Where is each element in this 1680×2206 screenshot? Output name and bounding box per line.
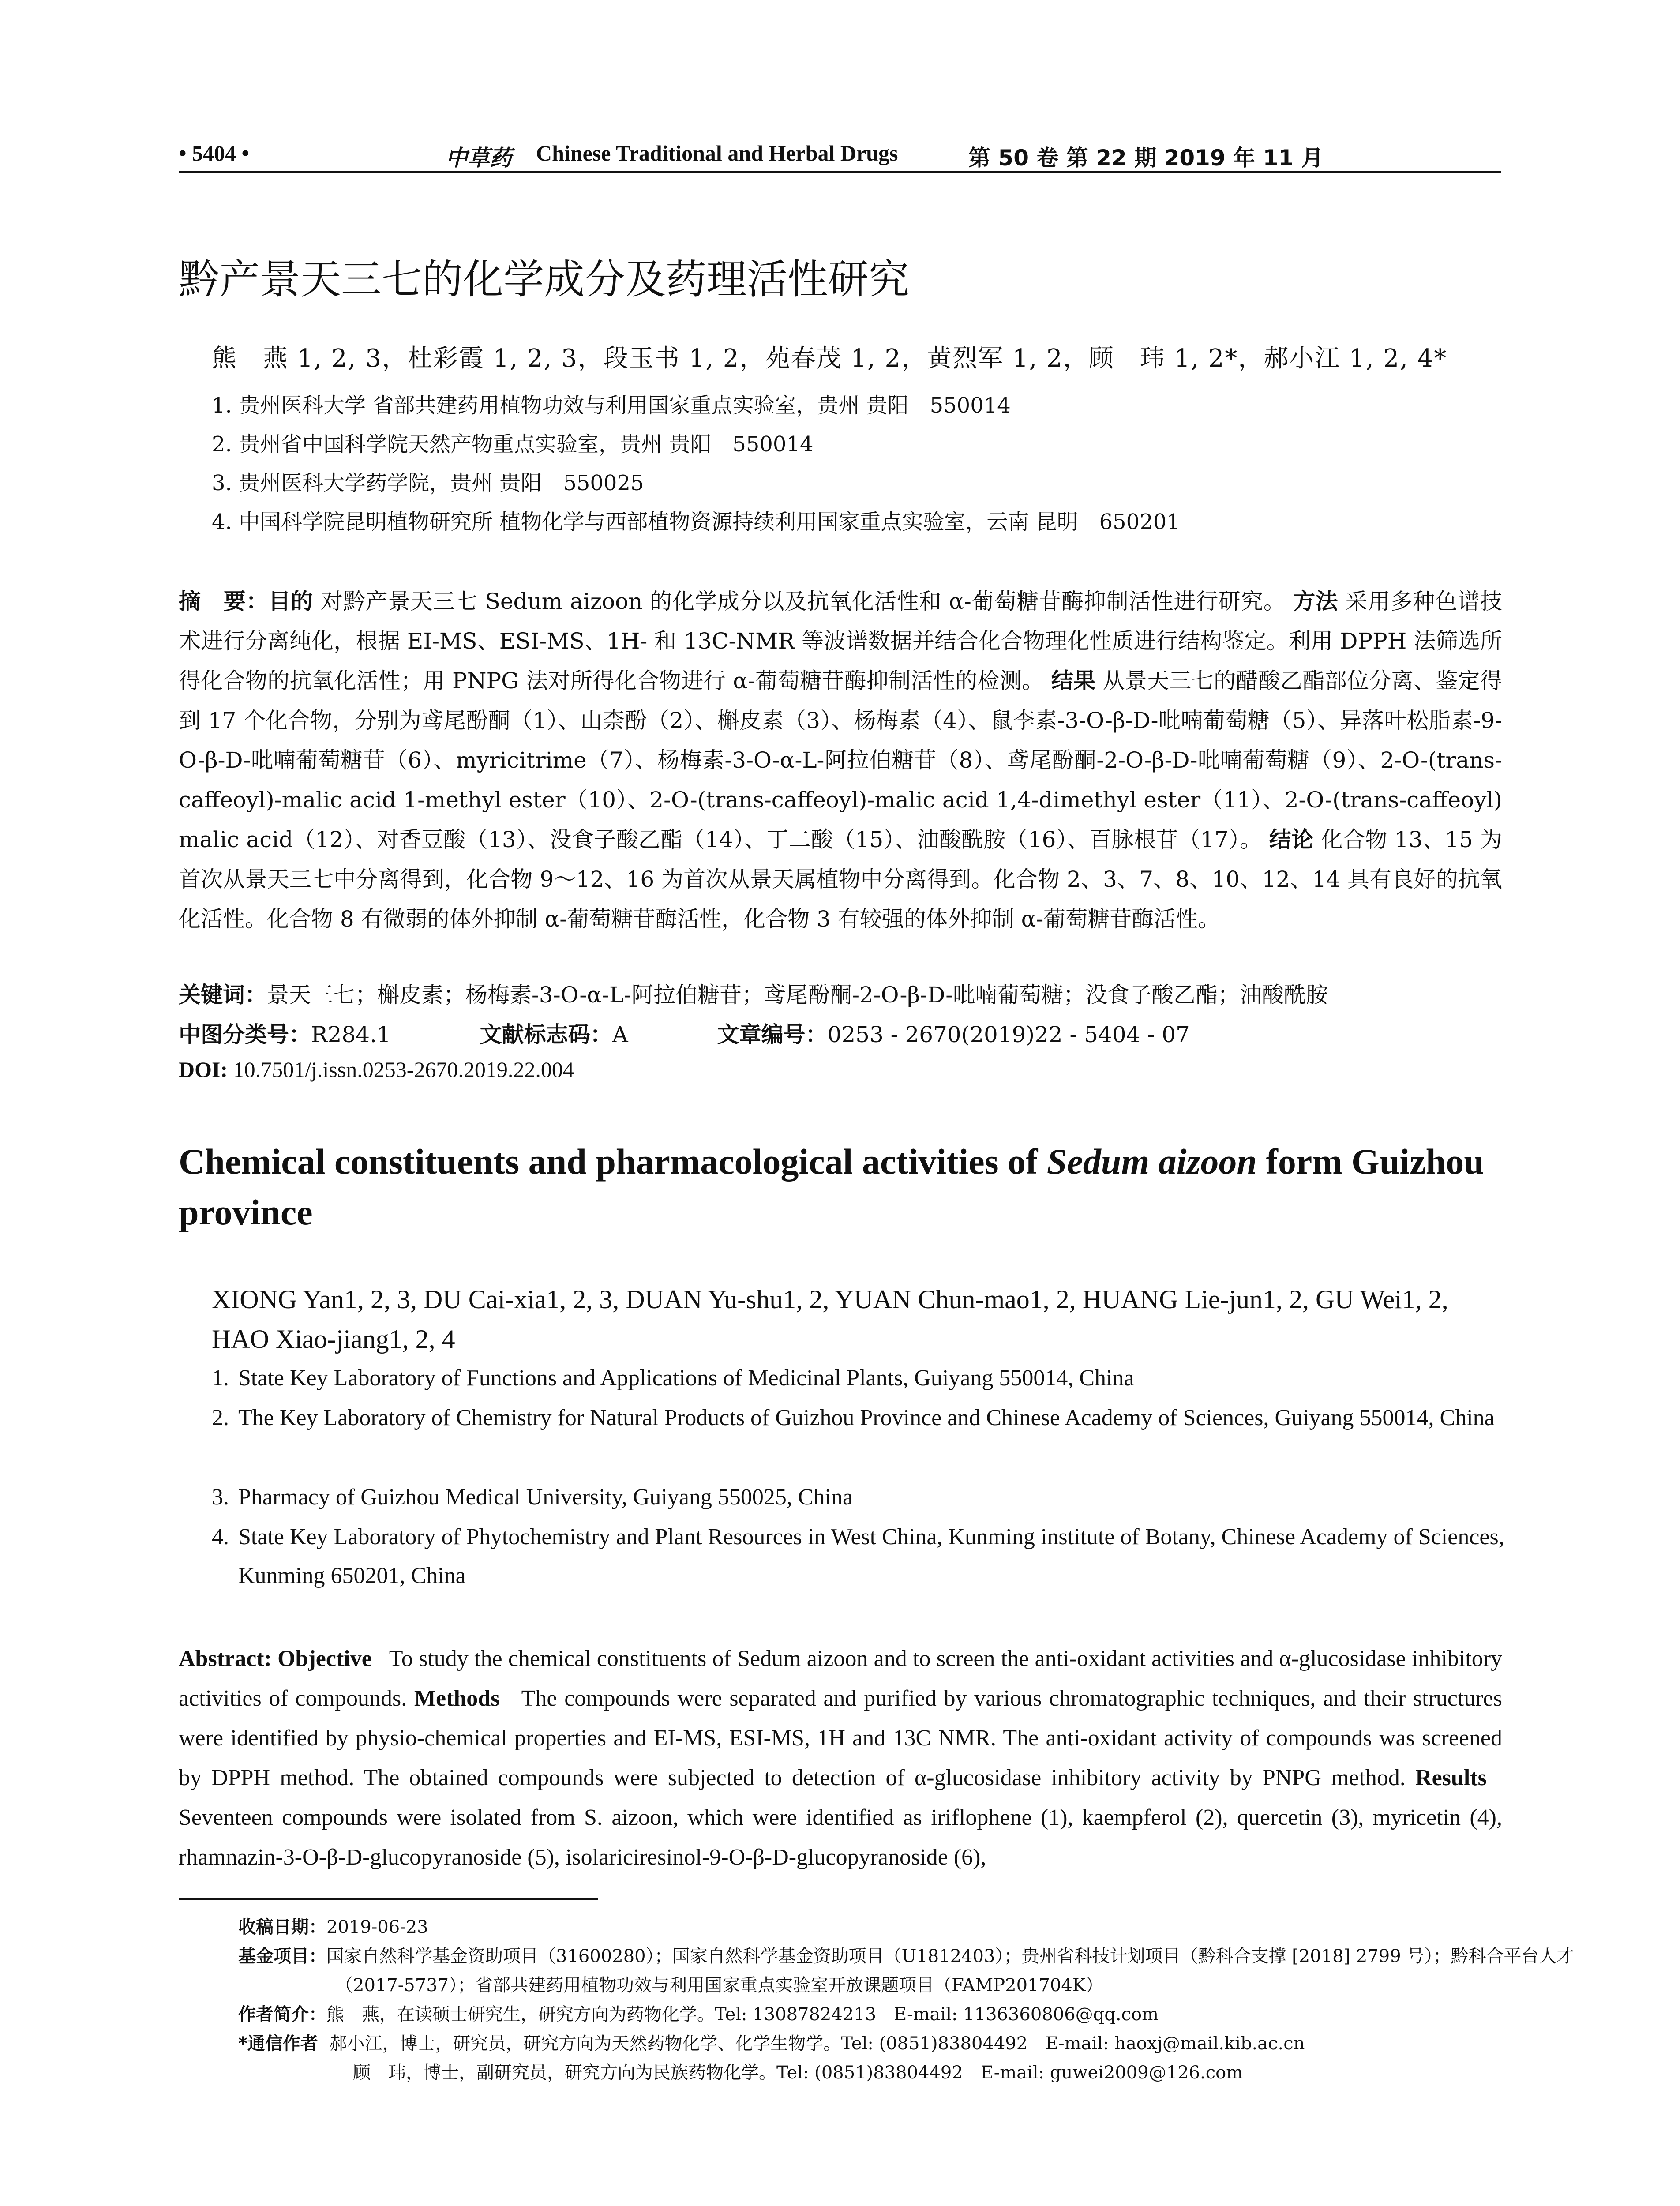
journal-name-cn: 中草药 (446, 145, 512, 171)
affiliation-en-1-num: 1. (212, 1366, 229, 1391)
header-rule (179, 171, 1501, 173)
results-text-cn: 从景天三七的醋酸乙酯部位分离、鉴定得到 17 个化合物，分别为鸢尾酚酮（1）、山柰酚（2）、槲皮素（3）、杨梅素（4）、鼠李素-3-O-β-D-吡喃葡萄糖（5）、异落叶松脂素-9-O-β-D-吡喃葡萄糖苷（6）、myricitrime（7）、杨梅素-3-O-α-L-阿拉伯糖苷（8）、鸢尾酚酮-2-O-β-D-吡喃葡萄糖（9）、2-O-(trans-caffeoyl)-malic acid 1-methyl ester（10）、2-O-(trans-caffeoyl)-malic acid 1,4-dimethyl ester（11）、2-O-(trans-caffeoyl) malic acid（12）、对香豆酸（13）、没食子酸乙酯（14）、丁二酸（15）、油酸酰胺（16）、百脉根苷（17）。 (179, 668, 1502, 852)
doi-value: 10.7501/j.issn.0253-2670.2019.22.004 (233, 1057, 574, 1082)
authors-en: XIONG Yan1, 2, 3, DU Cai-xia1, 2, 3, DUAN Yu-shu1, 2, YUAN Chun-mao1, 2, HUANG Lie-jun1, 2, GU Wei1, 2, HAO Xiao-jiang1, 2, 4 (212, 1285, 1448, 1354)
affiliation-en-3-num: 3. (212, 1485, 229, 1510)
conclusion-text-cn: 化合物 13、15 为首次从景天三七中分离得到，化合物 9～12、16 为首次从景天属植物中分离得到。化合物 2、3、7、8、10、12、14 具有良好的抗氧化活性。化合物 8 有微弱的体外抑制 α-葡萄糖苷酶活性，化合物 3 有较强的体外抑制 α-葡萄糖苷酶活性。 (179, 827, 1502, 932)
fund-text: 国家自然科学基金资助项目（31600280）；国家自然科学基金资助项目（U1812403）；贵州省科技计划项目（黔科合支撑 [2018] 2799 号）；黔科合平台人才（2017-5737）；省部共建药用植物功效与利用国家重点实验室开放课题项目（FAMP201704K） (326, 1946, 1575, 1996)
footnote-corresponding-2 (353, 2058, 1619, 2087)
title-en-species: Sedum aizoon (1046, 1141, 1257, 1182)
title-en (179, 1136, 1502, 1238)
title-en-part1: Chemical constituents and pharmacological activities of (179, 1141, 1047, 1182)
fund-label: 基金项目： (238, 1946, 326, 1966)
affiliation-en-2 (212, 1399, 1535, 1437)
affiliation-en-4-text: State Key Laboratory of Phytochemistry and Plant Resources in West China, Kunming institute of Botany, Chinese Academy of Sciences, Kunming 650201, China (238, 1524, 1504, 1588)
article-no-value: 0253 - 2670(2019)22 - 5404 - 07 (827, 1022, 1190, 1047)
affiliation-en-4 (212, 1518, 1535, 1595)
doc-code-value: A (612, 1022, 628, 1047)
objective-label-en: Objective (278, 1646, 372, 1671)
affiliation-en-3-text: Pharmacy of Guizhou Medical University, Guiyang 550025, China (238, 1485, 853, 1510)
methods-text-en: The compounds were separated and purified by various chromatographic techniques, and their structures were identified by physio-chemical properties and EI-MS, ESI-MS, 1H and 13C NMR. The anti-oxidant activity of compounds was screened by DPPH method. The obtained compounds were subjected to detection of α-glucosidase inhibitory activity by PNPG method. (179, 1686, 1502, 1790)
keywords-label: 关键词： (179, 982, 267, 1008)
results-text-en: Seventeen compounds were isolated from S. aizoon, which were identified as iriflophene (1), kaempferol (2), quercetin (3), myricetin (4), rhamnazin-3-O-β-D-glucopyranoside (5), isolariciresinol-9-O-β-D-glucopyranoside (6), (179, 1805, 1502, 1870)
affiliation-cn-1: 1. 贵州医科大学 省部共建药用植物功效与利用国家重点实验室，贵州 贵阳 550014 (212, 393, 1011, 418)
corr-author-1: 郝小江，博士，研究员，研究方向为天然药物化学、化学生物学。Tel: (0851)83804492 E-mail: haoxj@mail.kib.ac.cn (329, 2033, 1305, 2054)
methods-label-en: Methods (414, 1686, 500, 1711)
received-date: 2019-06-23 (326, 1917, 428, 1937)
footnote-bio (238, 2000, 1504, 2029)
objective-text-cn: 对黔产景天三七 Sedum aizoon 的化学成分以及抗氧化活性和 α-葡萄糖苷酶抑制活性进行研究。 (320, 589, 1286, 614)
doc-code-label: 文献标志码： (480, 1022, 612, 1047)
methods-label-cn: 方法 (1293, 589, 1339, 614)
abstract-en-label: Abstract: (179, 1646, 272, 1671)
doi-label: DOI: (179, 1057, 228, 1082)
keywords-text: 景天三七；槲皮素；杨梅素-3-O-α-L-阿拉伯糖苷；鸢尾酚酮-2-O-β-D-吡喃葡萄糖；没食子酸乙酯；油酸酰胺 (267, 982, 1328, 1008)
journal-issue: 第 50 卷 第 22 期 2019 年 11 月 (968, 145, 1324, 171)
keywords-cn (179, 977, 1328, 1009)
affiliation-en-1-text: State Key Laboratory of Functions and Applications of Medicinal Plants, Guiyang 550014, China (238, 1366, 1134, 1391)
clc-value: R284.1 (311, 1022, 391, 1047)
corr-author-2: 顾 玮，博士，副研究员，研究方向为民族药物化学。Tel: (0851)83804492 E-mail: guwei2009@126.com (353, 2063, 1243, 2083)
footnote-corresponding (238, 2029, 1504, 2058)
footnote-rule (179, 1898, 598, 1900)
page-number: • 5404 • (179, 141, 250, 165)
footnote-fund (238, 1942, 1601, 2000)
methods-text-cn: 采用多种色谱技术进行分离纯化，根据 EI-MS、ESI-MS、1H- 和 13C-NMR 等波谱数据并结合化合物理化性质进行结构鉴定。利用 DPPH 法筛选所得化合物的抗氧化活性；用 PNPG 法对所得化合物进行 α-葡萄糖苷酶抑制活性的检测。 (179, 589, 1503, 694)
bio-text: 熊 燕，在读硕士研究生，研究方向为药物化学。Tel: 13087824213 E-mail: 1136360806@qq.com (326, 2004, 1159, 2025)
results-label-cn: 结果 (1051, 668, 1096, 694)
abstract-cn (179, 582, 1502, 939)
affiliation-en-2-text: The Key Laboratory of Chemistry for Natural Products of Guizhou Province and Chinese Academy of Sciences, Guiyang 550014, China (238, 1405, 1495, 1430)
footnote-received (238, 1913, 1504, 1942)
affiliation-cn-2: 2. 贵州省中国科学院天然产物重点实验室，贵州 贵阳 550014 (212, 432, 814, 457)
classification-line (179, 1017, 1190, 1049)
abstract-en (179, 1639, 1502, 1877)
received-label: 收稿日期： (238, 1917, 326, 1937)
title-cn: 黔产景天三七的化学成分及药理活性研究 (179, 256, 910, 303)
affiliation-en-1 (212, 1359, 1509, 1398)
affiliation-en-3 (212, 1478, 1509, 1517)
objective-text-en: To study the chemical constituents of Sedum aizoon and to screen the anti-oxidant activities and α-glucosidase inhibitory activities of compounds. (179, 1646, 1503, 1711)
corr-label: *通信作者 (238, 2033, 318, 2054)
affiliation-cn-3: 3. 贵州医科大学药学院，贵州 贵阳 550025 (212, 471, 644, 495)
conclusion-label-cn: 结论 (1269, 827, 1314, 852)
bio-label: 作者简介： (238, 2004, 326, 2025)
doi-line (179, 1057, 574, 1082)
objective-label-cn: 目的 (268, 589, 314, 614)
results-label-en: Results (1415, 1765, 1487, 1790)
title-en-part2: form Guizhou province (179, 1141, 1484, 1232)
authors-cn: 熊 燕 1, 2, 3，杜彩霞 1, 2, 3，段玉书 1, 2，苑春茂 1, 2，黄烈军 1, 2，顾 玮 1, 2*，郝小江 1, 2, 4* (212, 344, 1448, 373)
abstract-cn-label: 摘 要： (179, 589, 269, 614)
affiliation-en-2-num: 2. (212, 1405, 229, 1430)
affiliation-cn-4: 4. 中国科学院昆明植物研究所 植物化学与西部植物资源持续利用国家重点实验室，云南 昆明 650201 (212, 510, 1180, 534)
article-no-label: 文章编号： (717, 1022, 828, 1047)
clc-label: 中图分类号： (179, 1022, 311, 1047)
journal-name-en: Chinese Traditional and Herbal Drugs (536, 141, 898, 165)
affiliation-en-4-num: 4. (212, 1524, 229, 1549)
